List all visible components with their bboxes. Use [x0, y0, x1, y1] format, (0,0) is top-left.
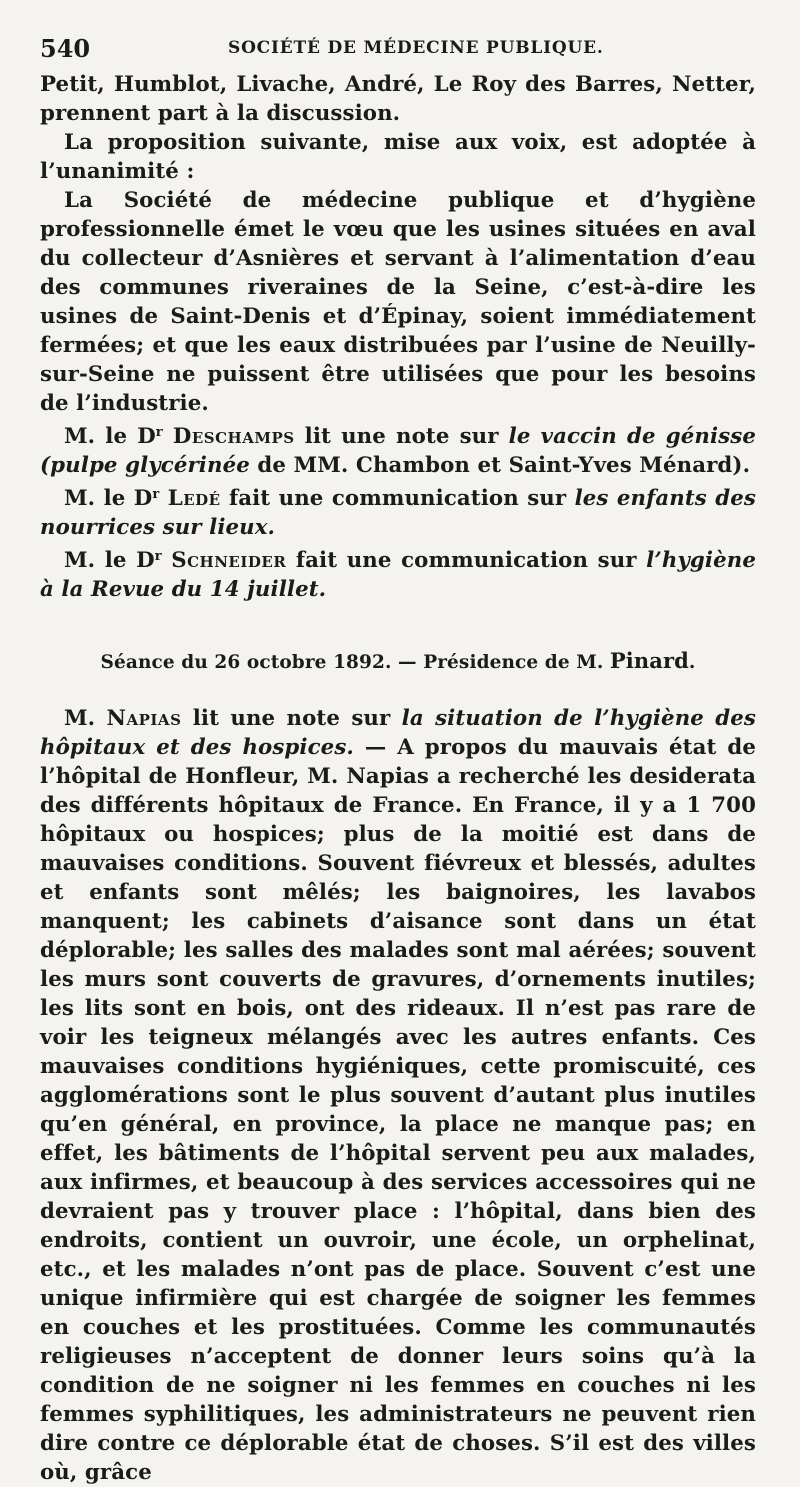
deschamps-name: Deschamps [172, 424, 295, 449]
deschamps-title: le vaccin de génisse (pulpe glycérinée [40, 424, 756, 478]
session-president: Pinard [609, 648, 689, 673]
paragraph-proposal: La proposition suivante, mise aux voix, est adoptée à l’unanimité : [40, 130, 756, 184]
napias-prefix: M. [64, 706, 107, 731]
paragraph-napias [40, 704, 756, 1487]
page-number: 540 [40, 34, 91, 63]
paragraph-resolution: La Société de médecine publique et d’hygiène professionnelle émet le vœu que les usines situées en aval du collecteur d’Asnières et servant à l’alimentation d’eau des communes riveraines de la Seine, c’est-à-dire les usines de Saint-Denis et d’Épinay, soient immédiatement fermées; et que les eaux distribuées par l’usine de Neuilly-sur-Seine ne puissent être utilisées que pour les besoins de l’industrie. [40, 188, 756, 416]
body-text [40, 70, 756, 1487]
napias-rest: — A propos du mauvais état de l’hôpital de Honfleur, M. Napias a recherché les desiderata des différents hôpitaux de France. En France, il y a 1 700 hôpitaux ou hospices; plus de la moitié est dans de mauvaises conditions. Souvent fiévreux et blessés, adultes et enfants sont mêlés; les baignoires, les lavabos manquent; les cabinets d’aisance sont dans un état déplorable; les salles des malades sont mal aérées; souvent les murs sont couverts de gravures, d’ornements inutiles; les lits sont en bois, ont des rideaux. Il n’est pas rare de voir les teigneux mélangés avec les autres enfants. Ces mauvaises conditions hygiéniques, cette promiscuité, ces agglomérations sont le plus souvent d’autant plus inutiles qu’en général, en province, la place ne manque pas; en effet, les bâtiments de l’hôpital servent peu aux malades, aux infirmes, et beaucoup à des services accessoires qui ne devraient pas y trouver place : l’hôpital, dans bien des endroits, contient un ouvroir, une école, un orphelinat, etc., et les malades n’ont pas de place. Souvent c’est une unique infirmière qui est chargée de soigner les femmes en couches et les prostituées. Comme les communautés religieuses n’acceptent de donner leurs soins qu’à la condition de ne soigner ni les femmes en couches ni les femmes syphilitiques, les administrateurs ne peuvent rien dire contre ce déplorable état de choses. S’il est des villes où, grâce [40, 735, 756, 1485]
running-title: SOCIÉTÉ DE MÉDECINE PUBLIQUE. [228, 38, 604, 58]
paragraph-lede [40, 480, 756, 542]
napias-title: la situation de l’hygiène des hôpitaux et des hospices. [40, 706, 756, 760]
session-heading-end: . [688, 652, 696, 673]
page [40, 34, 756, 1487]
schneider-name: Schneider [171, 548, 287, 573]
lede-name: Ledé [167, 486, 221, 511]
running-head [40, 34, 756, 70]
deschamps-rest: de MM. Chambon et Saint-Yves Ménard). [249, 453, 751, 478]
napias-middle: lit une note sur [181, 706, 402, 731]
schneider-middle: fait une communication sur [286, 548, 647, 573]
deschamps-prefix-sup: r [155, 425, 163, 440]
schneider-prefix-sup: r [154, 549, 162, 564]
lede-prefix-sup: r [152, 487, 160, 502]
session-heading-start: Séance du 26 octobre 1892. — Présidence de M. [100, 652, 610, 673]
lede-middle: fait une communication sur [220, 486, 575, 511]
paragraph-deschamps [40, 418, 756, 480]
napias-name: Napias [106, 706, 182, 731]
schneider-prefix: M. le D [64, 548, 155, 573]
schneider-title: l’hygiène à la Revue du 14 juillet. [40, 548, 756, 602]
paragraph-discussion-participants: Petit, Humblot, Livache, André, Le Roy des Barres, Netter, prennent part à la discussion. [40, 72, 756, 126]
lede-title: les enfants des nourrices sur lieux. [40, 486, 757, 540]
session-heading [40, 646, 756, 677]
deschamps-prefix: M. le D [64, 424, 156, 449]
lede-prefix: M. le D [64, 486, 153, 511]
deschamps-middle: lit une note sur [294, 424, 509, 449]
paragraph-schneider [40, 542, 756, 604]
